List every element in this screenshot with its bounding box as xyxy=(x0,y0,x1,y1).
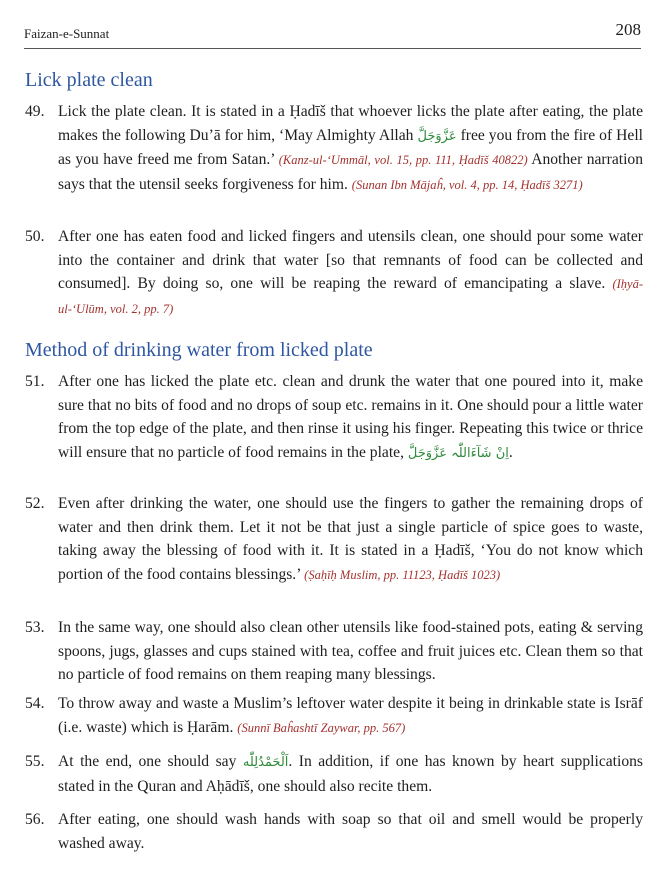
text-segment: To throw away and waste a Muslim’s leftover water despite it being in drinkable state is Isrāf (i.e. waste) which is Ḥarām. xyxy=(58,695,643,736)
arabic-phrase: عَزَّوَجَلَّ xyxy=(417,128,457,144)
item-text xyxy=(58,492,643,587)
list-item-56 xyxy=(25,808,643,855)
item-number: 53. xyxy=(25,619,45,636)
item-number: 52. xyxy=(25,495,45,512)
citation: (Kanz-ul-‘Ummāl, vol. 15, pp. 111, Ḥadīš 40822) xyxy=(278,153,528,167)
section-title-lick-plate: Lick plate clean xyxy=(25,69,153,91)
text-segment: Even after drinking the water, one should use the fingers to gather the remaining drops of water and then drink them. Let it not be that just a single particle of spice goes to waste, taking away the blessing of food with it. It is stated in a Ḥadīš, ‘You do not know which portion of the food contains blessings.’ xyxy=(58,495,643,583)
arabic-phrase: اِنْ شَآءَاللّٰہ عَزَّوَجَلَّ xyxy=(407,445,509,461)
item-number: 50. xyxy=(25,228,45,245)
list-item-49 xyxy=(25,100,643,197)
citation: (Iḥyā-ul-‘Ulūm, vol. 2, pp. 7) xyxy=(58,277,643,316)
text-segment: At the end, one should say xyxy=(58,753,243,770)
text-segment: . In addition, if one has known by heart supplications stated in the Quran and Aḥādīš, one should also recite them. xyxy=(58,753,643,795)
text-segment: . xyxy=(508,443,513,461)
text-segment: After one has licked the plate etc. clean and drunk the water that one poured into it, make sure that no bits of food and no drops of soup etc. remains in it. One should pour a little water from the top edge of the plate, and then rinse it using his finger. Repeating this twice or thrice will ensure that no particle of food remains in the plate, xyxy=(58,373,643,461)
list-item-53 xyxy=(25,616,643,687)
citation: (Sunnī Baĥashtī Zaywar, pp. 567) xyxy=(237,720,406,735)
list-item-51 xyxy=(25,370,643,465)
text-segment: After eating, one should wash hands with soap so that oil and smell would be properly washed away. xyxy=(58,811,643,852)
text-segment: free you from the fire of Hell as you have freed me from Satan.’ xyxy=(58,126,644,168)
item-text xyxy=(58,616,643,687)
text-segment: Lick the plate clean. It is stated in a Ḥadīš that whoever licks the plate after eating, the plate makes the following Du’ā for him, ‘May Almighty Allah xyxy=(58,103,643,144)
section-title-drinking-water: Method of drinking water from licked plate xyxy=(25,339,373,361)
list-item-54 xyxy=(25,692,643,740)
item-text xyxy=(58,808,643,855)
book-title: Faizan-e-Sunnat xyxy=(24,26,110,41)
item-number: 54. xyxy=(25,695,45,712)
page-number: 208 xyxy=(615,20,641,39)
text-segment: Another narration says that the utensil seeks forgiveness for him. xyxy=(58,151,643,193)
arabic-phrase: اَلْحَمْدُلِلّٰه xyxy=(242,755,289,770)
item-text xyxy=(58,100,643,197)
page-header xyxy=(24,20,641,49)
list-item-52 xyxy=(25,492,643,587)
item-number: 55. xyxy=(25,753,45,770)
item-text xyxy=(58,370,643,465)
text-segment: In the same way, one should also clean other utensils like food-stained pots, eating & serving spoons, jugs, glasses and cups stained with tea, coffee and fruit juices etc. Clean them so that no particle of food remains on them reaping many blessings. xyxy=(58,619,643,683)
citation: (Sunan Ibn Mājaĥ, vol. 4, pp. 14, Ḥadīš 3271) xyxy=(351,177,583,192)
citation: (Ṣaḥīḥ Muslim, pp. 11123, Ḥadīš 1023) xyxy=(304,567,501,582)
item-text xyxy=(58,692,643,740)
item-number: 51. xyxy=(25,373,45,390)
text-segment: After one has eaten food and licked fingers and utensils clean, one should pour some water into the container and drink that water [so that remnants of food can be collected and consumed]. By doing so, one will be reaping the reward of emancipating a slave. xyxy=(58,228,643,292)
item-number: 56. xyxy=(25,811,45,828)
item-text xyxy=(58,225,643,321)
item-text xyxy=(58,750,643,798)
list-item-50 xyxy=(25,225,643,321)
item-number: 49. xyxy=(25,103,45,120)
list-item-55 xyxy=(25,750,643,798)
